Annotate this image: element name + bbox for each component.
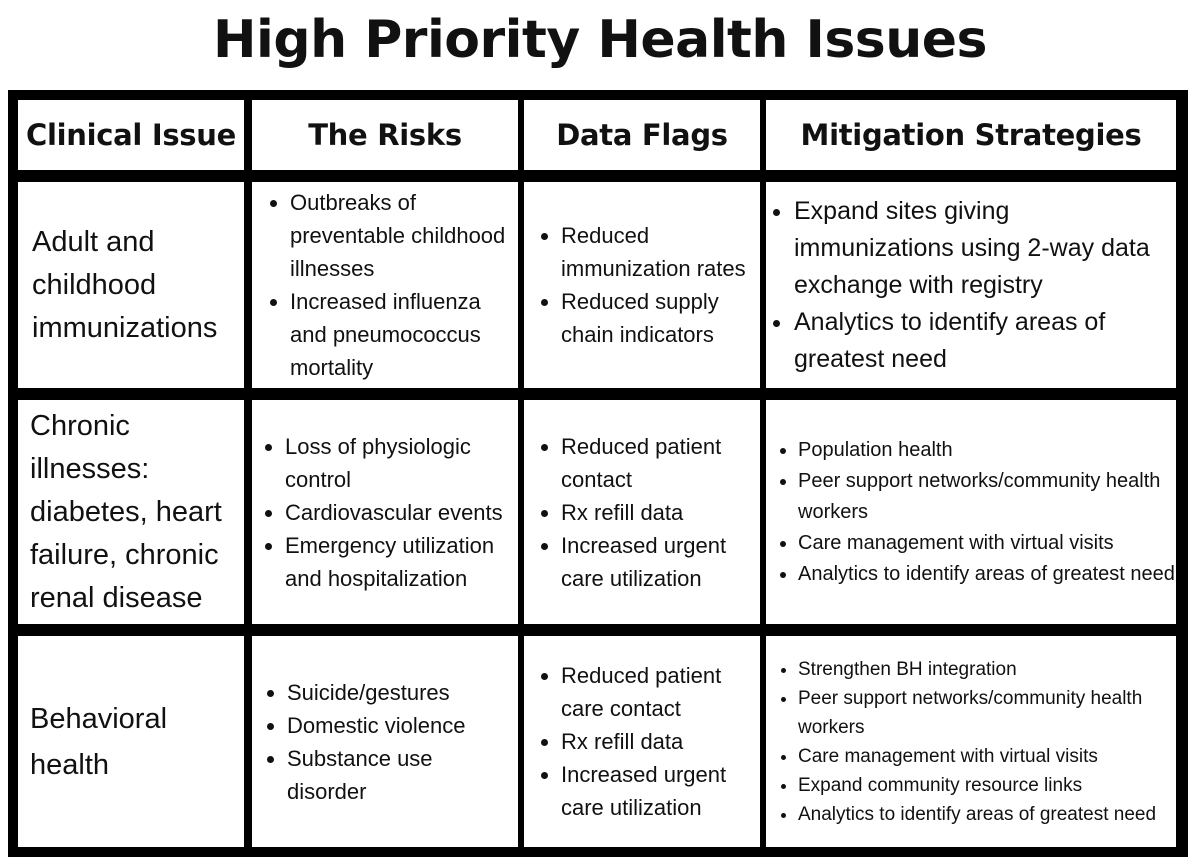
risks-cell-chronic-illnesses bbox=[252, 400, 518, 624]
list-item: • Increased urgent care utilization bbox=[561, 529, 760, 595]
flags-list bbox=[524, 219, 760, 351]
flags-cell-immunizations bbox=[524, 182, 760, 388]
issue-cell-chronic-illnesses bbox=[18, 400, 244, 624]
risks-cell-immunizations bbox=[252, 182, 518, 388]
list-item: • Loss of physiologic control bbox=[285, 430, 518, 496]
list-item: • Expand community resource links bbox=[798, 771, 1176, 800]
list-item: • Emergency utilization and hospitalization bbox=[285, 529, 518, 595]
header-mitigation-strategies: Mitigation Strategies bbox=[766, 100, 1176, 170]
list-item: • Rx refill data bbox=[561, 725, 760, 758]
mitigation-list bbox=[766, 655, 1176, 829]
list-item: • Increased urgent care utilization bbox=[561, 758, 760, 824]
risks-list bbox=[252, 186, 518, 384]
list-item: • Domestic violence bbox=[287, 709, 518, 742]
mitigation-list bbox=[766, 435, 1176, 590]
list-item: • Cardiovascular events bbox=[285, 496, 518, 529]
issue-label: Behavioral health bbox=[30, 702, 168, 781]
list-item: • Expand sites giving immunizations using 2-way data exchange with registry bbox=[794, 193, 1176, 304]
list-item: • Reduced patient care contact bbox=[561, 659, 760, 725]
list-item: • Care management with virtual visits bbox=[798, 528, 1176, 559]
list-item: • Analytics to identify areas of greatest need bbox=[794, 304, 1176, 378]
list-item: • Analytics to identify areas of greatest need bbox=[798, 559, 1176, 590]
mitigation-cell-behavioral-health bbox=[766, 636, 1176, 847]
header-clinical-issue: Clinical Issue bbox=[18, 100, 244, 170]
mitigation-cell-immunizations bbox=[766, 182, 1176, 388]
list-item: • Reduced supply chain indicators bbox=[561, 285, 760, 351]
flags-list bbox=[524, 430, 760, 595]
risks-list bbox=[252, 430, 518, 595]
header-data-flags: Data Flags bbox=[524, 100, 760, 170]
mitigation-list bbox=[766, 193, 1176, 378]
page-title: High Priority Health Issues bbox=[213, 10, 987, 70]
issue-label: Chronic illnesses: diabetes, heart failure, chronic renal disease bbox=[30, 409, 222, 614]
list-item: • Reduced immunization rates bbox=[561, 219, 760, 285]
list-item: • Peer support networks/community health workers bbox=[798, 684, 1176, 742]
mitigation-cell-chronic-illnesses bbox=[766, 400, 1176, 624]
list-item: • Rx refill data bbox=[561, 496, 760, 529]
list-item: • Peer support networks/community health workers bbox=[798, 466, 1176, 528]
list-item: • Strengthen BH integration bbox=[798, 655, 1176, 684]
list-item: • Suicide/gestures bbox=[287, 676, 518, 709]
flags-cell-behavioral-health bbox=[524, 636, 760, 847]
list-item: • Substance use disorder bbox=[287, 742, 518, 808]
header-risks: The Risks bbox=[252, 100, 518, 170]
risks-cell-behavioral-health bbox=[252, 636, 518, 847]
list-item: • Increased influenza and pneumococcus mortality bbox=[290, 285, 518, 384]
issue-label: Adult and childhood immunizations bbox=[32, 225, 218, 344]
list-item: • Population health bbox=[798, 435, 1176, 466]
list-item: • Care management with virtual visits bbox=[798, 742, 1176, 771]
issue-cell-immunizations bbox=[18, 182, 244, 388]
list-item: • Reduced patient contact bbox=[561, 430, 760, 496]
issue-cell-behavioral-health bbox=[18, 636, 244, 847]
risks-list bbox=[252, 676, 518, 808]
list-item: • Outbreaks of preventable childhood illnesses bbox=[290, 186, 518, 285]
flags-cell-chronic-illnesses bbox=[524, 400, 760, 624]
flags-list bbox=[524, 659, 760, 824]
health-issues-table bbox=[8, 90, 1188, 857]
list-item: • Analytics to identify areas of greatest need bbox=[798, 800, 1176, 829]
